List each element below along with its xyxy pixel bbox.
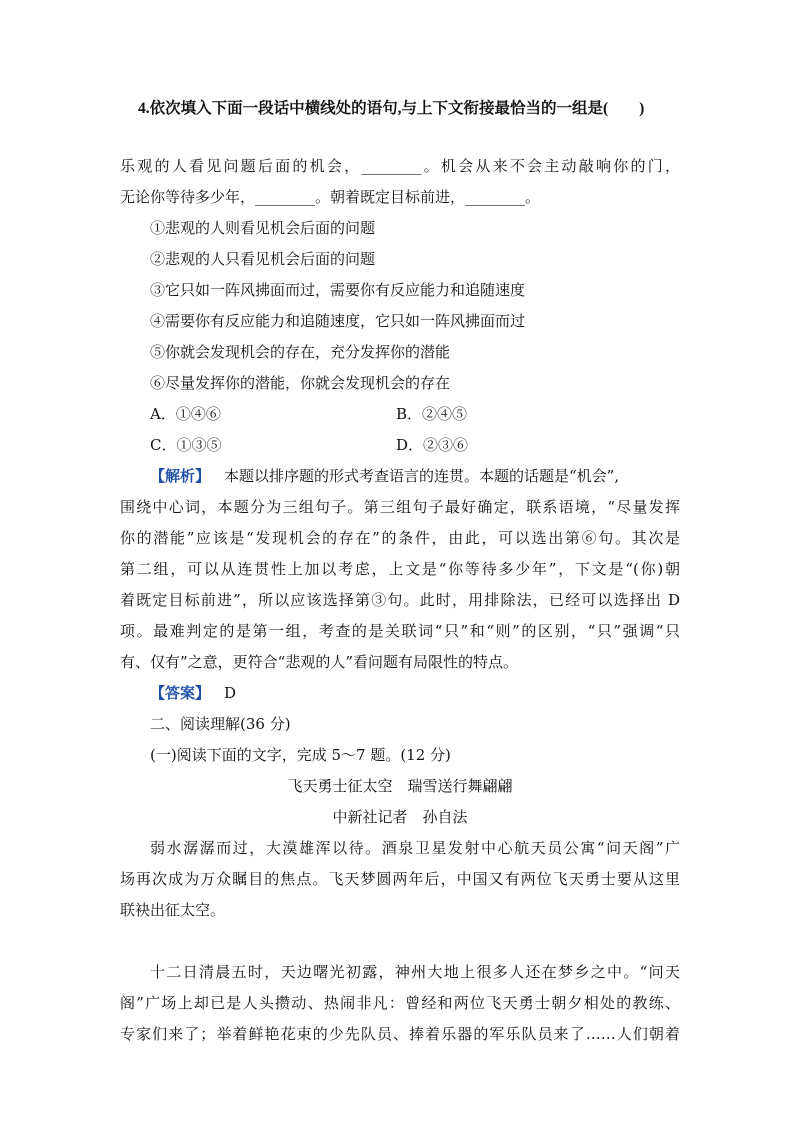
analysis-line-2: 围绕中心词，本题分为三组句子。第三组句子最好确定，联系语境，“尽量发挥 xyxy=(120,498,680,516)
answer-line xyxy=(150,683,680,703)
analysis-line-5: 着既定目标前进”，所以应该选择第③句。此时，用排除法，已经可以选择出 D xyxy=(120,591,680,609)
analysis-line-1 xyxy=(150,466,680,486)
article-title: 飞天勇士征太空 瑞雪送行舞翩翩 xyxy=(287,777,513,795)
article-byline: 中新社记者 孙自法 xyxy=(332,808,468,826)
article-para-2-line-2: 阁”广场上却已是人头攒动、热闹非凡：曾经和两位飞天勇士朝夕相处的教练、 xyxy=(120,994,680,1012)
section-2-heading: 二、阅读理解(36 分) xyxy=(150,715,291,733)
analysis-line-7: 有、仅有”之意，更符合“悲观的人”看问题有局限性的特点。 xyxy=(120,653,519,671)
choice-2: ②悲观的人只看见机会后面的问题 xyxy=(150,250,376,268)
option-c: C．①③⑤ xyxy=(150,436,222,454)
article-para-2-line-1: 十二日清晨五时，天边曙光初露，神州大地上很多人还在梦乡之中。“问天 xyxy=(150,963,680,981)
analysis-text-1: 本题以排序题的形式考查语言的连贯。本题的话题是“机会”, xyxy=(224,467,620,485)
choice-5: ⑤你就会发现机会的存在，充分发挥你的潜能 xyxy=(150,343,451,361)
question-4-passage-line-2: 无论你等待多少年，________。朝着既定目标前进，________。 xyxy=(120,188,541,206)
article-para-2-line-3: 专家们来了；举着鲜艳花束的少先队员、捧着乐器的军乐队员来了……人们朝着 xyxy=(120,1025,680,1043)
choice-3: ③它只如一阵风拂面而过，需要你有反应能力和追随速度 xyxy=(150,281,526,299)
choice-4: ④需要你有反应能力和追随速度，它只如一阵风拂面而过 xyxy=(150,312,526,330)
answer-value: D xyxy=(224,684,237,702)
option-b: B．②④⑤ xyxy=(396,405,468,423)
section-2-subheading: (一)阅读下面的文字，完成 5～7 题。(12 分) xyxy=(150,746,451,764)
analysis-label: 【解析】 xyxy=(150,467,211,485)
option-a: A．①④⑥ xyxy=(150,405,221,423)
article-para-1-line-2: 场再次成为万众瞩目的焦点。飞天梦圆两年后，中国又有两位飞天勇士要从这里 xyxy=(120,870,680,888)
analysis-line-4: 第二组，可以从连贯性上加以考虑，上文是“你等待多少年”，下文是“(你)朝 xyxy=(120,560,680,578)
option-d: D．②③⑥ xyxy=(396,436,469,454)
analysis-line-6: 项。最难判定的是第一组，考查的是关联词“只”和“则”的区别，“只”强调“只 xyxy=(120,622,680,640)
article-para-1-line-3: 联袂出征太空。 xyxy=(120,901,226,919)
article-para-1-line-1: 弱水潺潺而过，大漠雄浑以待。酒泉卫星发射中心航天员公寓“问天阁”广 xyxy=(150,839,680,857)
question-4-title: 4.依次填入下面一段话中横线处的语句,与上下文衔接最恰当的一组是( ) xyxy=(138,100,645,117)
question-4-passage-line-1: 乐观的人看见问题后面的机会，________。机会从来不会主动敲响你的门， xyxy=(120,157,680,175)
answer-label: 【答案】 xyxy=(150,684,211,702)
choice-1: ①悲观的人则看见机会后面的问题 xyxy=(150,219,376,237)
analysis-line-3: 你的潜能”应该是“发现机会的存在”的条件，由此，可以选出第⑥句。其次是 xyxy=(120,529,680,547)
choice-6: ⑥尽量发挥你的潜能，你就会发现机会的存在 xyxy=(150,374,451,392)
